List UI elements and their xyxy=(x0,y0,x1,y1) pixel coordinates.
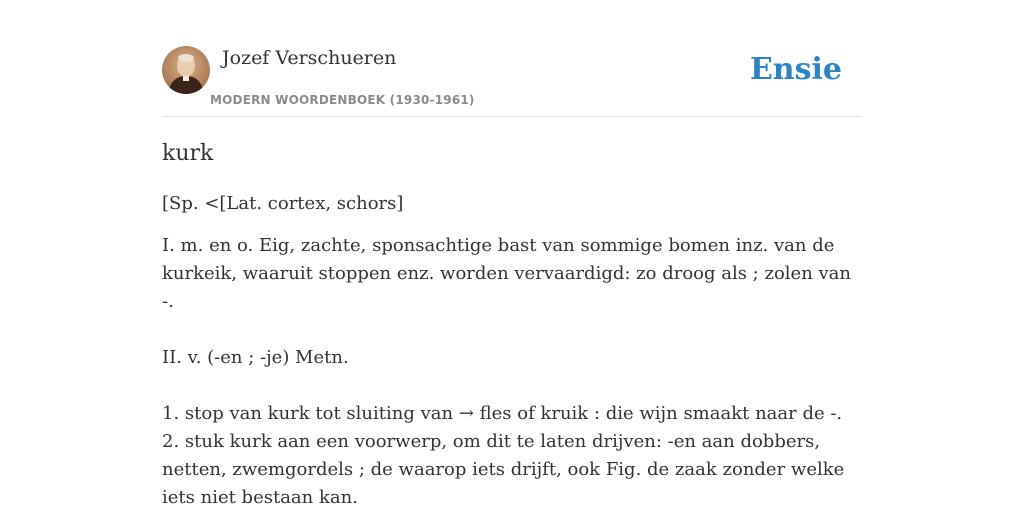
entry-content xyxy=(162,138,862,512)
entry-term: kurk xyxy=(162,141,214,166)
author-name[interactable]: Jozef Verschueren xyxy=(222,47,397,69)
entry-etymology: [Sp. <[Lat. cortex, schors] xyxy=(162,193,404,214)
author-portrait-image xyxy=(162,46,210,94)
spacer xyxy=(162,316,862,344)
spacer xyxy=(162,372,862,400)
source-label[interactable]: MODERN WOORDENBOEK (1930-1961) xyxy=(210,93,475,107)
entry-subsense-1: 1. stop van kurk tot sluiting van → fles of kruik : die wijn smaakt naar de -. xyxy=(162,403,843,424)
entry-subsense-2: 2. stuk kurk aan een voorwerp, om dit te laten drijven: -en aan dobbers, netten, zwemgordels ; de waarop iets drijft, ook Fig. de zaak zonder welke iets niet bestaan kan. xyxy=(162,431,845,508)
entry-sense-2: II. v. (-en ; -je) Metn. xyxy=(162,347,349,368)
ensie-logo[interactable]: Ensie xyxy=(749,52,842,87)
entry-sense-1: I. m. en o. Eig, zachte, sponsachtige bast van sommige bomen inz. van de kurkeik, waaruit stoppen enz. worden vervaardigd: zo droog als ; zolen van -. xyxy=(162,235,852,312)
entry-header xyxy=(162,46,862,117)
author-avatar[interactable] xyxy=(162,46,210,94)
